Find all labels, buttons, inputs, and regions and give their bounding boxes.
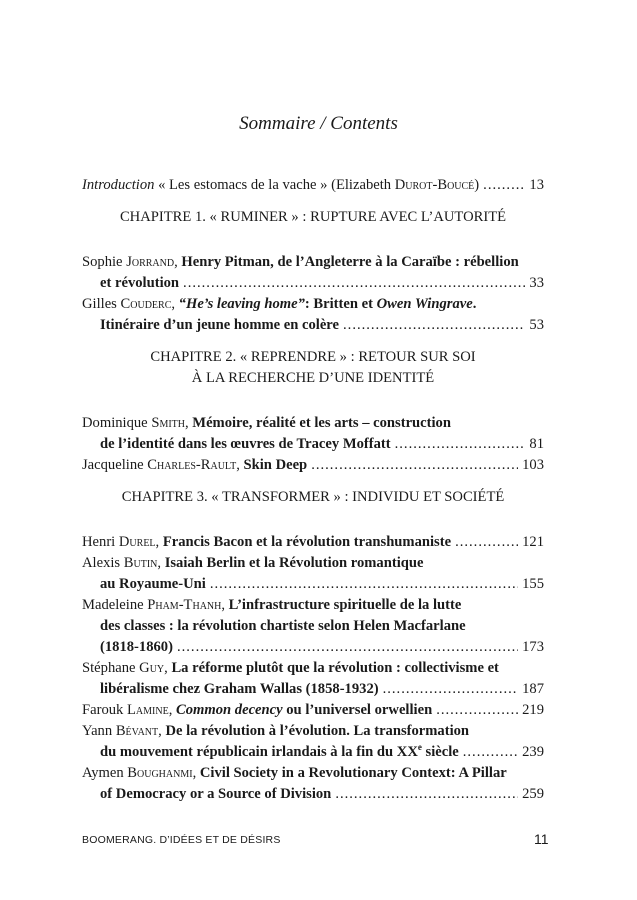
page-number: 239 bbox=[522, 744, 544, 760]
toc-entry-continued[interactable]: des classes : la révolution chartiste selon Helen Macfarlane bbox=[100, 618, 466, 634]
toc-entry[interactable]: Sophie Jorrand, Henry Pitman, de l’Angleterre à la Caraïbe : rébellion bbox=[82, 254, 519, 270]
leader-dots bbox=[183, 273, 525, 294]
page-number: 13 bbox=[529, 177, 544, 193]
leader-dots bbox=[311, 455, 518, 476]
chapter-heading: CHAPITRE 2. « REPRENDRE » : RETOUR SUR SOI bbox=[150, 349, 476, 365]
page-number: 103 bbox=[522, 457, 544, 473]
leader-dots bbox=[383, 679, 519, 700]
entry-title: L’infrastructure spirituelle de la lutte bbox=[228, 597, 462, 613]
entry-title: Isaiah Berlin et la Révolution romantique bbox=[164, 555, 424, 571]
author-name: Pham-Thanh bbox=[147, 597, 222, 613]
leader-dots bbox=[455, 532, 518, 553]
toc-entry-continued[interactable]: du mouvement républicain irlandais à la fin du XXe siècle ..... 239 bbox=[82, 742, 544, 763]
journal-title: BOOMERANG. D’IDÉES ET DE DÉSIRS bbox=[82, 834, 281, 846]
toc-entry-introduction[interactable]: Introduction « Les estomacs de la vache » (Elizabeth Durot-Boucé) ..... 13 bbox=[82, 175, 544, 196]
toc-entry-continued[interactable]: of Democracy or a Source of Division ..... 259 bbox=[82, 784, 544, 805]
leader-dots bbox=[343, 315, 525, 336]
toc-entry-continued[interactable]: libéralisme chez Graham Wallas (1858-1932) ..... 187 bbox=[82, 679, 544, 700]
chapter-heading: CHAPITRE 1. « RUMINER » : RUPTURE AVEC L’AUTORITÉ bbox=[119, 209, 507, 225]
toc-entry[interactable]: Henri Durel, Francis Bacon et la révolution transhumaniste ..... 121 bbox=[82, 532, 544, 553]
toc-entry[interactable]: Jacqueline Charles-Rault, Skin Deep ..... 103 bbox=[82, 455, 544, 476]
page-number: 259 bbox=[522, 786, 544, 802]
entry-title: De la révolution à l’évolution. La transformation bbox=[165, 723, 470, 739]
folio-page-number: 11 bbox=[534, 831, 549, 847]
author-name: Butin bbox=[123, 555, 158, 571]
toc-entry[interactable]: Dominique Smith, Mémoire, réalité et les arts – construction bbox=[82, 415, 451, 431]
leader-dots bbox=[483, 175, 525, 196]
page-number: 173 bbox=[522, 639, 544, 655]
leader-dots bbox=[463, 742, 518, 763]
chapter-heading: À LA RECHERCHE D’UNE IDENTITÉ bbox=[191, 370, 435, 386]
toc-entry[interactable]: Yann Bévant, De la révolution à l’évolution. La transformation bbox=[82, 723, 470, 739]
leader-dots bbox=[210, 574, 518, 595]
page-number: 81 bbox=[529, 436, 544, 452]
author-name: Couderc bbox=[120, 296, 172, 312]
author-name: Jorrand bbox=[126, 254, 175, 270]
page-number: 155 bbox=[522, 576, 544, 592]
intro-label: Introduction bbox=[82, 177, 155, 193]
toc-entry[interactable]: Farouk Lamine, Common decency ou l’universel orwellien ..... 219 bbox=[82, 700, 544, 721]
leader-dots bbox=[335, 784, 518, 805]
author-name: Charles-Rault bbox=[147, 457, 237, 473]
toc-entry[interactable]: Madeleine Pham-Thanh, L’infrastructure spirituelle de la lutte bbox=[82, 597, 462, 613]
toc-entry-continued[interactable]: (1818-1860) ..... 173 bbox=[82, 637, 544, 658]
page-number: 187 bbox=[522, 681, 544, 697]
toc-entry[interactable]: Stéphane Guy, La réforme plutôt que la révolution : collectivisme et bbox=[82, 660, 499, 676]
entry-title: Skin Deep bbox=[243, 457, 308, 473]
author-name: Boughanmi bbox=[127, 765, 193, 781]
toc-entry-continued[interactable]: de l’identité dans les œuvres de Tracey Moffatt ..... 81 bbox=[82, 434, 544, 455]
toc-entry-continued[interactable]: Itinéraire d’un jeune homme en colère ..... 53 bbox=[82, 315, 544, 336]
toc-entry-continued[interactable]: au Royaume-Uni ..... 155 bbox=[82, 574, 544, 595]
leader-dots bbox=[395, 434, 526, 455]
author-name: Lamine bbox=[127, 702, 169, 718]
toc-entry[interactable]: Gilles Couderc, “He’s leaving home”: Britten et Owen Wingrave. bbox=[82, 296, 477, 312]
author-name: Durel bbox=[118, 534, 156, 550]
entry-title: Mémoire, réalité et les arts – construction bbox=[192, 415, 451, 431]
toc-entry-continued[interactable]: et révolution ..... 33 bbox=[82, 273, 544, 294]
entry-title: La réforme plutôt que la révolution : collectivisme et bbox=[171, 660, 499, 676]
page-title: Sommaire / Contents bbox=[239, 113, 398, 134]
leader-dots bbox=[177, 637, 518, 658]
page-number: 33 bbox=[529, 275, 544, 291]
intro-text: « Les estomacs de la vache » (Elizabeth bbox=[154, 177, 395, 193]
page-number: 219 bbox=[522, 702, 544, 718]
leader-dots bbox=[436, 700, 518, 721]
page-number: 121 bbox=[522, 534, 544, 550]
entry-title: Henry Pitman, de l’Angleterre à la Caraïbe : rébellion bbox=[181, 254, 519, 270]
table-of-contents bbox=[82, 175, 544, 805]
author-name: Bévant bbox=[115, 723, 159, 739]
author-name: Guy bbox=[139, 660, 165, 676]
chapter-heading: CHAPITRE 3. « TRANSFORMER » : INDIVIDU ET SOCIÉTÉ bbox=[121, 489, 505, 505]
page-number: 53 bbox=[529, 317, 544, 333]
toc-entry[interactable]: Aymen Boughanmi, Civil Society in a Revolutionary Context: A Pillar bbox=[82, 765, 507, 781]
toc-entry[interactable]: Alexis Butin, Isaiah Berlin et la Révolution romantique bbox=[82, 555, 424, 571]
author-name: Smith bbox=[151, 415, 185, 431]
entry-title: Civil Society in a Revolutionary Context: A Pillar bbox=[199, 765, 507, 781]
entry-title: Francis Bacon et la révolution transhumaniste bbox=[162, 534, 452, 550]
intro-author: Durot-Boucé bbox=[394, 177, 475, 193]
